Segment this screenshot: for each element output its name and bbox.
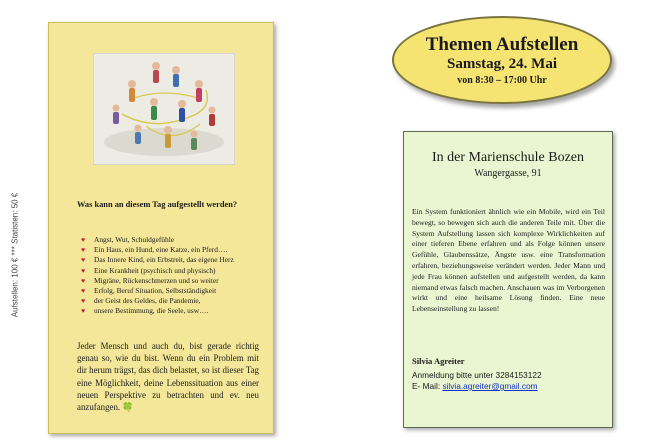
event-badge bbox=[392, 16, 612, 104]
list-item: ♥ Das Innere Kind, ein Erbstreit, das eigene Herz bbox=[81, 255, 234, 265]
price-sidebar bbox=[6, 180, 24, 330]
email-link[interactable]: silvia.agreiter@gmail.com bbox=[442, 381, 538, 391]
heart-bullet-icon: ♥ bbox=[81, 307, 86, 316]
intro-paragraph: Jeder Mensch und auch du, bist gerade richtig genau so, wie du bist. Wenn du ein Problem mit dir herum trägst, das dich belastet, so ist dieser Tag eine Möglichkeit, deine Lebenssituation aus einer neuen Perspektive zu betrachten und ev. neu anzufangen. 🍀 bbox=[77, 341, 259, 413]
list-item: ♥ Eine Krankheit (psychisch und physisch) bbox=[81, 265, 216, 275]
list-item: ♥ Angst, Wut, Schuldgefühle bbox=[81, 235, 175, 244]
list-item: ♥ unsere Bestimmung, die Seele, usw…. bbox=[81, 306, 209, 316]
people-illustration bbox=[93, 53, 235, 165]
heart-bullet-icon: ♥ bbox=[81, 236, 86, 244]
heart-bullet-icon: ♥ bbox=[81, 297, 86, 306]
phone-line: Anmeldung bitte unter 3284153122 bbox=[412, 370, 542, 380]
email-label: E- Mail: bbox=[412, 381, 441, 391]
heart-bullet-icon: ♥ bbox=[81, 266, 86, 275]
event-time: von 8:30 – 17:00 Uhr bbox=[457, 75, 547, 86]
venue-card bbox=[403, 131, 613, 428]
heart-bullet-icon: ♥ bbox=[81, 256, 86, 265]
event-title: Themen Aufstellen bbox=[425, 34, 579, 55]
description-text: Ein System funktioniert ähnlich wie ein Mobile, wird ein Teil bewegt, so bewegen sich auch die anderen Teile mit. Über die System Aufstellung lassen sich komplexe Wirklichkeiten auf einer tieferen Ebene erfahren und als Folge können unsere Gefühle, Glaubenssätze, Ängste usw. eine Transformation erfahren, beziehungsweise verändert werden. Jeder Mann und jede Frau können aufstellen und aufgestellt werden, da kann niemand etwas falsch machen. Anschauen was im Verborgenen wirkt und eine heilsame Lösung finden. Eine neue Lebenseinstellung zu lassen! bbox=[412, 207, 605, 314]
clover-icon: 🍀 bbox=[122, 402, 134, 413]
topics-card bbox=[48, 22, 274, 434]
email-line bbox=[412, 381, 538, 391]
heart-bullet-icon: ♥ bbox=[81, 246, 86, 255]
question-heading: Was kann an diesem Tag aufgestellt werden? bbox=[77, 200, 238, 209]
contact-name: Silvia Agreiter bbox=[412, 356, 465, 366]
list-item: ♥ Erfolg, Beruf Situation, Selbstständigkeit bbox=[81, 286, 217, 296]
heart-bullet-icon: ♥ bbox=[81, 276, 86, 285]
constellation-figures-icon bbox=[94, 54, 234, 164]
list-item: ♥ der Geist des Geldes, die Pandemie, bbox=[81, 296, 201, 306]
venue-address: Wangergasse, 91 bbox=[474, 168, 542, 179]
event-date: Samstag, 24. Mai bbox=[447, 56, 557, 72]
venue-name: In der Marienschule Bozen bbox=[432, 150, 584, 165]
price-text: Aufstellen: 100 € *** Statisten: 50 € bbox=[10, 192, 20, 318]
heart-bullet-icon: ♥ bbox=[81, 287, 86, 296]
list-item: ♥ Ein Haus, ein Hund, eine Katze, ein Pferd…. bbox=[81, 245, 228, 255]
topics-list bbox=[81, 235, 269, 317]
list-item: ♥ Migräne, Rückenschmerzen und so weiter bbox=[81, 275, 219, 285]
